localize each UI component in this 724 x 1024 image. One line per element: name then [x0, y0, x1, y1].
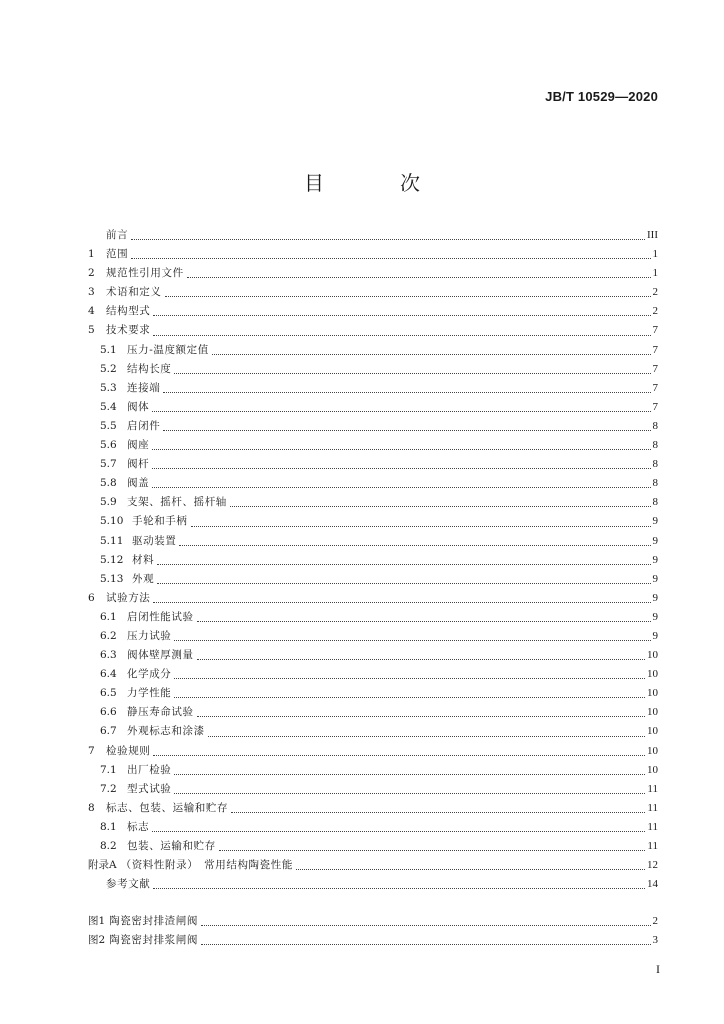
toc-leader-dots	[201, 925, 651, 926]
toc-entry-page: 10	[647, 763, 658, 776]
toc-entry-page: 8	[652, 458, 658, 471]
toc-entry-page: 11	[647, 840, 658, 852]
toc-entry[interactable]	[88, 665, 658, 684]
toc-entry[interactable]	[88, 912, 658, 931]
toc-entry[interactable]	[88, 321, 658, 340]
toc-leader-dots	[174, 678, 645, 679]
toc-entry[interactable]	[88, 722, 658, 741]
toc-entry-title: 启闭性能试验	[127, 610, 194, 623]
toc-entry[interactable]	[88, 360, 658, 379]
toc-entry[interactable]	[88, 302, 658, 321]
toc-entry-title: 检验规则	[106, 744, 151, 757]
toc-entry-number: 5.11	[100, 534, 124, 547]
toc-leader-dots	[157, 583, 650, 584]
toc-leader-dots	[174, 640, 650, 641]
toc-leader-dots	[131, 239, 645, 240]
toc-entry-title: 外观	[132, 572, 155, 585]
toc-entry-number: 5.5	[100, 419, 117, 432]
toc-entry-page: 9	[652, 610, 658, 623]
toc-leader-dots	[157, 564, 650, 565]
toc-entry-title: （资料性附录） 常用结构陶瓷性能	[120, 859, 293, 872]
toc-entry-title: 陶瓷密封排渣闸阀	[109, 915, 198, 928]
toc-entry-page: 7	[652, 381, 658, 394]
toc-entry-title: 陶瓷密封排浆闸阀	[109, 934, 198, 947]
toc-entry-title: 材料	[132, 553, 155, 566]
toc-entry-number: 6.7	[100, 725, 117, 738]
toc-entry-title: 支架、摇杆、摇杆轴	[127, 496, 227, 509]
toc-entry-number: 5.6	[100, 439, 117, 452]
toc-entry[interactable]	[88, 646, 658, 665]
toc-entry[interactable]	[88, 474, 658, 493]
page-number: I	[656, 962, 660, 976]
table-of-contents	[88, 226, 658, 950]
toc-entry-number: 5.7	[100, 458, 117, 471]
toc-leader-dots	[191, 526, 651, 527]
toc-leader-dots	[153, 755, 645, 756]
toc-entry-title: 压力试验	[127, 629, 172, 642]
toc-entry-number: 7.2	[100, 782, 117, 795]
toc-entry[interactable]	[88, 875, 658, 894]
toc-entry-title: 力学性能	[127, 687, 172, 700]
page-title: 目 次	[304, 171, 448, 195]
toc-entry[interactable]	[88, 589, 658, 608]
toc-entry-number: 5.12	[100, 553, 124, 566]
toc-entry-page: 8	[652, 439, 658, 452]
toc-leader-dots	[219, 850, 646, 851]
toc-leader-dots	[296, 869, 645, 870]
toc-entry-number: 5.3	[100, 381, 117, 394]
toc-leader-dots	[152, 468, 650, 469]
toc-entry-page: 2	[652, 305, 658, 318]
toc-entry-title: 阀杆	[127, 458, 150, 471]
toc-leader-dots	[197, 659, 645, 660]
toc-leader-dots	[212, 354, 651, 355]
toc-entry-title: 结构型式	[106, 305, 151, 318]
toc-entry-page: 7	[652, 362, 658, 375]
toc-entry-number: 6.1	[100, 610, 117, 623]
toc-entry-number: 图2	[88, 934, 106, 947]
toc-leader-dots	[174, 697, 645, 698]
toc-entry[interactable]	[88, 226, 658, 245]
toc-entry[interactable]	[88, 551, 658, 570]
toc-entry-title: 型式试验	[127, 782, 172, 795]
toc-entry-page: 8	[652, 419, 658, 432]
toc-entry[interactable]	[88, 379, 658, 398]
toc-entry-title: 阀座	[127, 439, 150, 452]
toc-leader-dots	[152, 831, 645, 832]
toc-entry-number: 6	[88, 591, 95, 604]
toc-entry-title: 启闭件	[127, 419, 161, 432]
toc-leader-dots	[153, 602, 650, 603]
toc-entry[interactable]	[88, 684, 658, 703]
toc-entry-title: 压力-温度额定值	[127, 343, 209, 356]
toc-entry[interactable]	[88, 532, 658, 551]
toc-entry-title: 标志	[127, 820, 150, 833]
toc-entry-page: 7	[652, 400, 658, 413]
toc-entry-title: 阀盖	[127, 477, 150, 490]
toc-leader-dots	[187, 277, 651, 278]
toc-entry-page: 2	[652, 915, 658, 928]
toc-entry-page: 8	[652, 496, 658, 509]
toc-entry-number: 8	[88, 801, 95, 814]
toc-entry-page: 12	[647, 859, 658, 872]
toc-leader-dots	[174, 373, 650, 374]
toc-leader-dots	[152, 449, 650, 450]
toc-entry[interactable]	[88, 761, 658, 780]
toc-entry-number: 6.2	[100, 629, 117, 642]
toc-entry-page: 11	[647, 782, 658, 795]
toc-leader-dots	[197, 621, 651, 622]
toc-entry[interactable]	[88, 780, 658, 799]
toc-entry[interactable]	[88, 799, 658, 818]
toc-entry-title: 参考文献	[106, 878, 151, 891]
toc-entry-number: 5.1	[100, 343, 117, 356]
toc-entry-page: 9	[652, 534, 658, 547]
toc-entry-page: 10	[647, 687, 658, 700]
toc-entry-title: 外观标志和涂漆	[127, 725, 205, 738]
toc-entry[interactable]	[88, 608, 658, 627]
toc-entry-page: 10	[647, 744, 658, 757]
standard-code: JB/T 10529—2020	[545, 89, 658, 104]
toc-leader-dots	[131, 258, 650, 259]
toc-entry-page: 14	[647, 878, 658, 891]
toc-leader-dots	[163, 392, 650, 393]
toc-entry-title: 技术要求	[106, 324, 151, 337]
toc-entry-title: 手轮和手柄	[132, 515, 188, 528]
toc-leader-dots	[231, 812, 645, 813]
toc-entry[interactable]	[88, 436, 658, 455]
toc-entry-number: 3	[88, 286, 95, 299]
toc-entry-page: 2	[652, 286, 658, 299]
toc-entry[interactable]	[88, 512, 658, 531]
toc-entry-number: 5.13	[100, 572, 124, 585]
toc-entry-page: III	[647, 229, 658, 241]
toc-entry-number: 5.8	[100, 477, 117, 490]
toc-entry-number: 5.4	[100, 400, 117, 413]
toc-leader-dots	[230, 506, 651, 507]
toc-entry-number: 5.10	[100, 515, 124, 528]
toc-entry-page: 8	[652, 477, 658, 490]
toc-entry-number: 图1	[88, 915, 106, 928]
toc-entry-number: 6.3	[100, 649, 117, 662]
toc-entry-number: 4	[88, 305, 95, 318]
toc-entry-page: 9	[652, 591, 658, 604]
toc-entry-page: 7	[652, 324, 658, 337]
toc-entry-number: 7.1	[100, 763, 117, 776]
toc-entry-number: 8.2	[100, 840, 117, 852]
toc-entry-page: 11	[647, 801, 658, 814]
toc-entry[interactable]	[88, 417, 658, 436]
toc-entry-title: 范围	[106, 248, 129, 261]
toc-entry[interactable]	[88, 455, 658, 474]
toc-entry[interactable]	[88, 493, 658, 512]
toc-entry-title: 化学成分	[127, 668, 172, 681]
toc-leader-dots	[174, 793, 645, 794]
toc-leader-dots	[174, 774, 645, 775]
toc-entry-number: 5.2	[100, 362, 117, 375]
toc-entry-page: 1	[652, 267, 658, 280]
toc-entry-title: 结构长度	[127, 362, 172, 375]
toc-leader-dots	[152, 487, 650, 488]
toc-entry-title: 阀体	[127, 400, 150, 413]
toc-entry-title: 试验方法	[106, 591, 151, 604]
toc-entry-title: 连接端	[127, 381, 161, 394]
toc-entry[interactable]	[88, 341, 658, 360]
toc-entry-number: 1	[88, 248, 95, 261]
toc-entry-title: 阀体壁厚测量	[127, 649, 194, 662]
toc-entry-number: 8.1	[100, 820, 117, 833]
toc-entry-page: 9	[652, 553, 658, 566]
toc-entry[interactable]	[88, 931, 658, 950]
toc-entry-title: 静压寿命试验	[127, 706, 194, 719]
toc-entry-page: 10	[647, 668, 658, 681]
toc-leader-dots	[179, 545, 650, 546]
toc-entry-number: 6.5	[100, 687, 117, 700]
toc-entry[interactable]	[88, 818, 658, 837]
toc-leader-dots	[165, 296, 651, 297]
toc-entry-page: 11	[647, 820, 658, 833]
toc-entry-page: 9	[652, 629, 658, 642]
toc-entry[interactable]	[88, 283, 658, 302]
toc-entry[interactable]	[88, 398, 658, 417]
toc-entry-number: 附录A	[88, 859, 117, 872]
toc-entry-page: 9	[652, 572, 658, 585]
toc-entry-title: 规范性引用文件	[106, 267, 184, 280]
toc-entry-number: 6.6	[100, 706, 117, 719]
toc-entry-number: 7	[88, 744, 95, 757]
toc-entry-page: 3	[652, 934, 658, 947]
toc-leader-dots	[163, 430, 650, 431]
toc-entry-title: 包装、运输和贮存	[127, 840, 216, 852]
toc-leader-dots	[153, 335, 650, 336]
toc-entry-page: 9	[652, 515, 658, 528]
toc-entry-title: 前言	[106, 229, 129, 241]
toc-leader-dots	[153, 315, 650, 316]
toc-leader-dots	[153, 888, 645, 889]
toc-entry-page: 10	[647, 706, 658, 719]
toc-entry[interactable]	[88, 245, 658, 264]
toc-entry[interactable]	[88, 264, 658, 283]
toc-entry[interactable]	[88, 837, 658, 856]
toc-entry-title: 出厂检验	[127, 763, 172, 776]
toc-entry[interactable]	[88, 627, 658, 646]
toc-leader-dots	[197, 716, 645, 717]
toc-entry-page: 1	[652, 248, 658, 261]
toc-entry[interactable]	[88, 742, 658, 761]
toc-leader-dots	[201, 944, 651, 945]
toc-entry-number: 6.4	[100, 668, 117, 681]
toc-leader-dots	[208, 736, 645, 737]
toc-entry[interactable]	[88, 570, 658, 589]
toc-entry-number: 2	[88, 267, 95, 280]
toc-entry-page: 7	[652, 343, 658, 356]
toc-entry-title: 驱动装置	[132, 534, 177, 547]
toc-entry[interactable]	[88, 703, 658, 722]
toc-entry-number: 5.9	[100, 496, 117, 509]
toc-leader-dots	[152, 411, 650, 412]
toc-entry[interactable]	[88, 856, 658, 875]
toc-entry-page: 10	[647, 725, 658, 738]
toc-entry-page: 10	[647, 649, 658, 662]
toc-entry-number: 5	[88, 324, 95, 337]
toc-entry-title: 术语和定义	[106, 286, 162, 299]
toc-entry-title: 标志、包装、运输和贮存	[106, 801, 229, 814]
